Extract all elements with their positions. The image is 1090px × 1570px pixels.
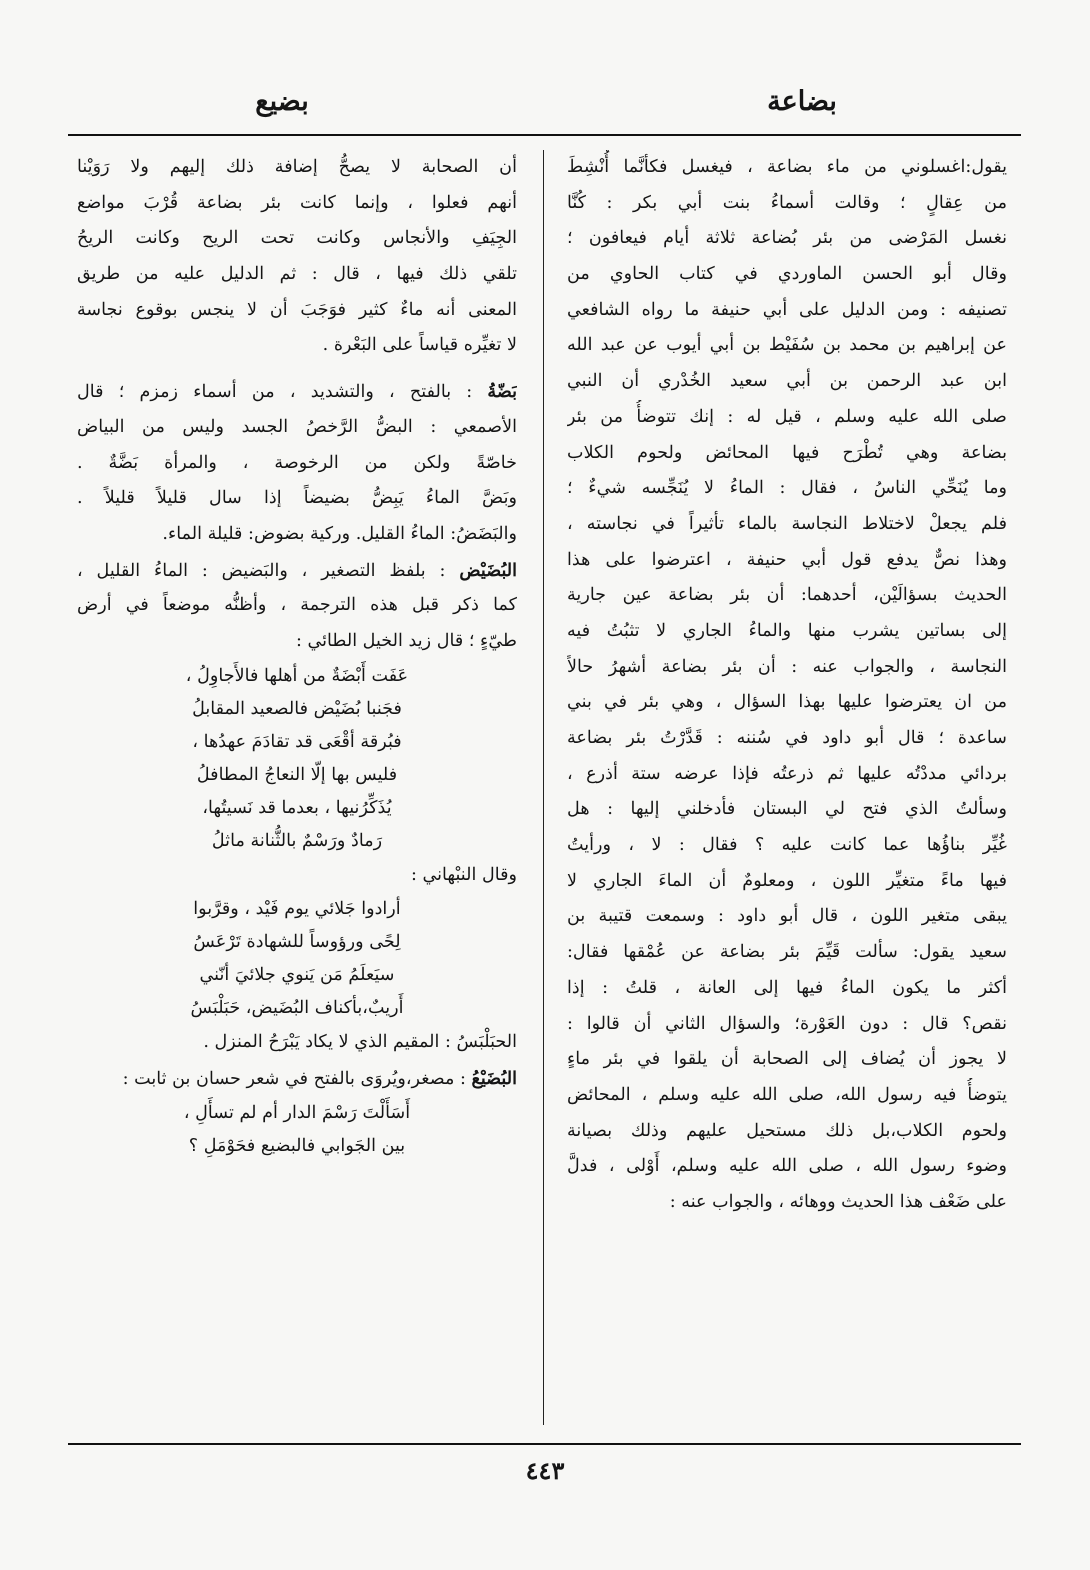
text-line: وما يُنَحِّي الناسُ ، فقال : الماءُ لا يُنَجِّسه شيءٌ ؛ xyxy=(567,478,1007,499)
column-separator xyxy=(543,150,544,1425)
verse-line: لِحًى ورؤوساً للشهادة تَرْعَسُ xyxy=(193,932,401,953)
text-line: الأصمعي : البضُّ الرَّخصُ الجسد وليس من البياض xyxy=(77,416,517,437)
text-line: على ضَعْف هذا الحديث ووهائه ، والجواب عنه : xyxy=(669,1191,1007,1212)
entry-budayyi-first-line: البُضَيْعُ : مصغر،ويُروَى بالفتح في شعر حسان بن ثابت : xyxy=(122,1068,517,1089)
text-line: الحديث بسؤالَيْن، أحدهما: أن بئر بضاعة عين جارية xyxy=(567,585,1007,606)
verse-line: عَفَت أَبْضَةٌ من أهلها فالأَجاوِلُ ، xyxy=(185,665,409,686)
text-line: المعنى أنه ماءٌ كثير فوَجَبَ أن لا ينجس بوقوع نجاسة xyxy=(77,299,517,320)
text-line: فلم يجعلْ لاختلاط النجاسة بالماء تأثيراً في نجاسته ، xyxy=(567,513,1007,534)
text-line: أكثر ما يكون الماءُ فيها إلى العانة ، قلتُ : إذا xyxy=(567,977,1007,998)
text-line: وبَضَّ الماءُ يَبِضُّ بضيضاً إذا سال قليلاً قليلاً . xyxy=(77,488,517,509)
entry-headword: البُضَيْعُ xyxy=(471,1068,517,1089)
verse-line: سيَعلَمُ مَن يَنوي جلائيَ أنّني xyxy=(199,965,395,986)
entry-budayyid-first-line: البُضَيْض : بلفظ التصغير ، والبَضيض : الماءُ القليل ، xyxy=(77,559,517,581)
text-line: ابن عبد الرحمن بن أبي سعيد الخُدْري أن النبي xyxy=(567,371,1007,392)
text-line: طيّءٍ ؛ قال زيد الخيل الطائي : xyxy=(295,630,517,651)
verse-line: فليس بها إلّا النعاجُ المطافلُ xyxy=(196,764,398,785)
text-line: والبَضَضُ: الماءُ القليل. وركية بضوض: قليلة الماء. xyxy=(162,523,517,544)
text-line: ولحوم الكلاب،بل ذلك مستحيل عليهم وذلك بصيانة xyxy=(567,1120,1007,1141)
text-line: وهذا نصٌّ يدفع قول أبي حنيفة ، اعترضوا على هذا xyxy=(567,549,1007,570)
text-line: من عِقالٍ ؛ وقالت أسماءُ بنت أبي بكر : كُنَّا xyxy=(567,192,1007,213)
text-line: تلقي ذلك فيها ، قال : ثم الدليل عليه من طريق xyxy=(77,264,517,285)
text-line: الحبَلْبَسُ : المقيم الذي لا يكاد يَبْرَحُ المنزل . xyxy=(203,1032,517,1053)
text-line: يقول:اغسلوني من ماء بضاعة ، فيغسل فكأنَّما أُنْشِطَ xyxy=(567,157,1007,177)
running-head-right: بضاعة xyxy=(767,86,837,117)
text-line: وسألتُ الذي فتح لي البستان فأدخلني إليها : هل xyxy=(567,799,1007,820)
text-line: نقص؟ قال : دون العَوْرة؛ والسؤال الثاني أن قالوا : xyxy=(567,1013,1007,1034)
text-line: وضوء رسول الله ، صلى الله عليه وسلم، أَوْلى ، فدلَّ xyxy=(567,1156,1007,1177)
text-line: سعيد يقول: سألت قَيِّمَ بئر بضاعة عن عُمْقها فقال: xyxy=(567,942,1007,963)
text-line: عن إبراهيم بن محمد بن سُفَيْط بن أبي أيوب عن عبد الله xyxy=(567,335,1007,356)
text-line: إلى بساتين يشرب منها والماءُ الجاري لا تثبُتُ فيه xyxy=(567,620,1007,641)
entry-badda-first-line: بَضّةُ : بالفتح ، والتشديد ، من أسماء زمزم ؛ قال xyxy=(77,381,517,403)
running-head-left: بضيع xyxy=(255,86,309,117)
text-line: غُيِّر بناؤُها عما كانت عليه ؟ فقال : لا ، ورأيتُ xyxy=(567,835,1007,856)
verse-line: فجَنبا بُضَيْض فالصعيد المقابلُ xyxy=(192,698,402,719)
text-line: فيها ماءً متغيِّر اللون ، ومعلومٌ أن الماءَ الجاري لا xyxy=(567,870,1007,891)
text-line: بضاعة وهي تُطْرَح فيها المحائض ولحوم الكلاب xyxy=(567,442,1007,463)
text-line: لا تغيِّره قياساً على البَعْرة . xyxy=(322,335,517,356)
header-rule xyxy=(68,134,1021,136)
verse-line: أَسَأَلْتَ رَسْمَ الدار أم لم تسأَلِ ، xyxy=(183,1102,411,1123)
text-line: كما ذكر قبل هذه الترجمة ، وأظنُّه موضعاً في أرض xyxy=(77,595,517,616)
footer-rule xyxy=(68,1443,1021,1445)
text-line: لا يجوز أن يُضاف إلى الصحابة أن يلقوا في بئر ماءٍ xyxy=(567,1049,1007,1070)
right-column xyxy=(567,150,1007,1425)
entry-headword: البُضَيْض xyxy=(459,559,517,581)
verse-line: رَمادٌ ورَسْمٌ بالثُّنانة ماثلُ xyxy=(211,830,383,851)
verse-line: بين الجَوابي فالبضيع فحَوْمَلِ ؟ xyxy=(188,1135,406,1156)
text-line: تصنيفه : ومن الدليل على أبي حنيفة ما رواه الشافعي xyxy=(567,299,1007,320)
text-line: وقال النبْهاني : xyxy=(410,864,517,885)
text-line: ساعدة ؛ قال أبو داود في سُننه : قَدَّرْتُ بئر بضاعة xyxy=(567,728,1007,748)
left-column xyxy=(77,150,517,1425)
text-line: أنهم فعلوا ، وإنما كانت بئر بضاعة قُرْبَ مواضع xyxy=(77,192,517,213)
text-line: بردائي مددْتُه عليها ثم ذرعتُه فإذا عرضه ستة أذرع ، xyxy=(567,763,1007,784)
text-line: الجِيَفِ والأنجاس وكانت تحت الريح وكانت الريحُ xyxy=(77,228,517,249)
verse-line: يُذَكِّرُنيها ، بعدما قد نَسيتُها، xyxy=(202,797,392,818)
text-line: نغسل المَرْضى من بئر بُضاعة ثلاثة أيام فيعافون ؛ xyxy=(567,228,1007,249)
text-line: صلى الله عليه وسلم ، قيل له : إنك تتوضأُ من بئر xyxy=(567,406,1007,427)
verse-line: أَريبٌ،بأكناف البُضَيض، حَبَلْبَسُ xyxy=(190,998,404,1019)
verse-line: أرادوا جَلائي يوم فَيْد ، وقرَّبوا xyxy=(193,899,401,920)
text-line: وقال أبو الحسن الماوردي في كتاب الحاوي من xyxy=(567,264,1007,285)
text-line: يتوضأُ فيه رسول الله، صلى الله عليه وسلم ، المحائض xyxy=(567,1084,1007,1105)
text-line: أن الصحابة لا يصحُّ إضافة ذلك إليهم ولا رَوَيْنا xyxy=(77,157,517,177)
text-line: النجاسة ، والجواب عنه : أن بئر بضاعة أشهرُ حالاً xyxy=(567,656,1007,677)
text-line: يبقى متغير اللون ، قال أبو داود : وسمعت قتيبة بن xyxy=(567,906,1007,927)
verse-line: فبُرقة أقْعَى قد تقادَمَ عهدُها ، xyxy=(192,731,402,752)
entry-headword: بَضّةُ xyxy=(487,381,517,403)
text-line: من ان يعترضوا عليها بهذا السؤال ، وهي بئر في بني xyxy=(567,692,1007,713)
page-number: ٤٤٣ xyxy=(525,1456,565,1485)
text-line: خاصّةً ولكن من الرخوصة ، والمرأة بَضَّةٌ . xyxy=(77,452,517,473)
